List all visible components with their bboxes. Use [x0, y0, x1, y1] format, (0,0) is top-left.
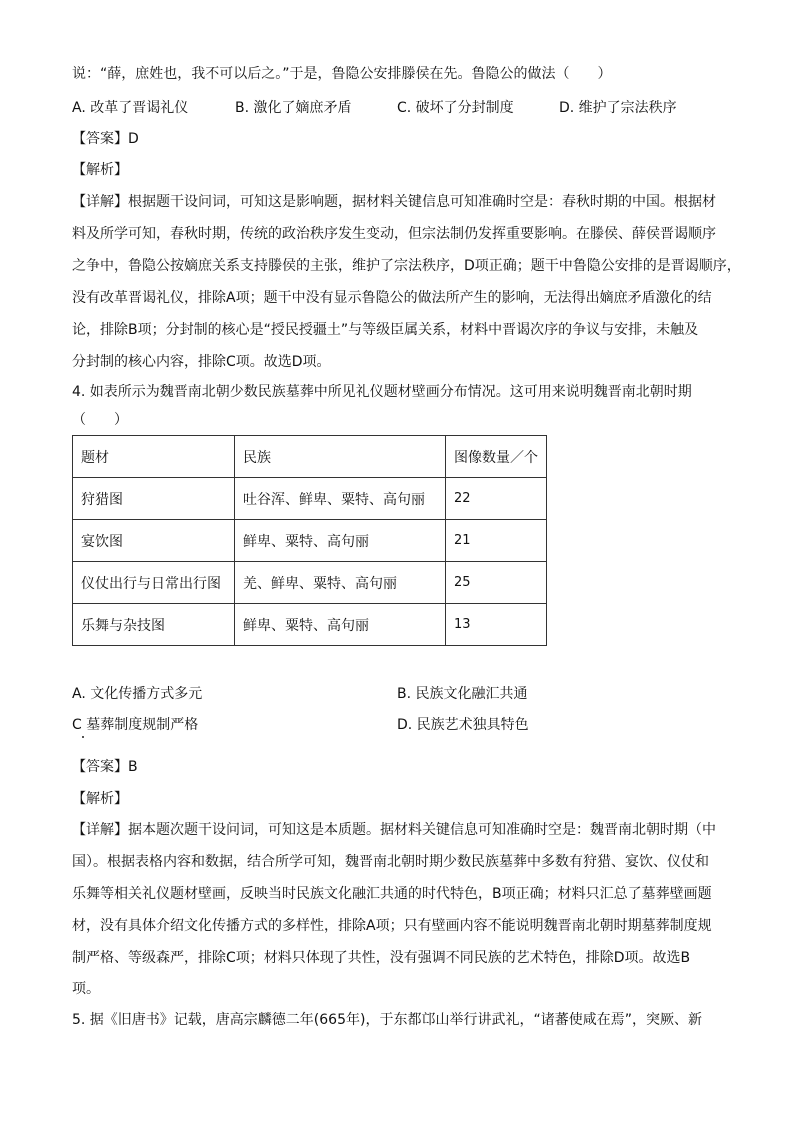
q4-detail-line-6: 项。	[72, 981, 100, 997]
q5-stem: 5. 据《旧唐书》记载，唐高宗麟德二年(665年)，于东都邙山举行讲武礼，“诸蕃使咸在焉”，突厥、新	[72, 1012, 702, 1028]
q3-detail-line-3: 之争中，鲁隐公按嫡庶关系支持滕侯的主张，维护了宗法秩序，D项正确；题干中鲁隐公安排的是晋谒顺序，	[72, 258, 741, 274]
table-cell: 25	[446, 562, 547, 604]
q4-detail-line-5: 制严格、等级森严，排除C项；材料只体现了共性，没有强调不同民族的艺术特色，排除D项。故选B	[72, 950, 691, 966]
table-row	[73, 520, 547, 562]
q3-detail-line-4: 没有改革晋谒礼仪，排除A项；题干中没有显示鲁隐公的做法所产生的影响，无法得出嫡庶矛盾激化的结	[72, 290, 712, 306]
q3-option-b: B. 激化了嫡庶矛盾	[235, 100, 352, 116]
table-header-row	[73, 436, 547, 478]
q3-option-a: A. 改革了晋谒礼仪	[72, 100, 189, 116]
table-row	[73, 562, 547, 604]
q3-option-d: D. 维护了宗法秩序	[559, 100, 677, 116]
table-cell: 羌、鲜卑、粟特、高句丽	[235, 562, 446, 604]
q4-detail-line-1: 【详解】据本题次题干设问词，可知这是本质题。据材料关键信息可知准确时空是：魏晋南北朝时期（中	[72, 822, 716, 838]
q4-option-b: B. 民族文化融汇共通	[397, 686, 528, 702]
q3-answer: 【答案】D	[72, 131, 139, 147]
table-cell: 13	[446, 604, 547, 646]
q4-detail-line-4: 材，没有具体介绍文化传播方式的多样性，排除A项；只有壁画内容不能说明魏晋南北朝时期墓葬制度规	[72, 918, 712, 934]
q4-option-d: D. 民族艺术独具特色	[397, 717, 529, 733]
table-cell: 宴饮图	[73, 520, 235, 562]
table-cell: 鲜卑、粟特、高句丽	[235, 604, 446, 646]
table-cell: 狩猎图	[73, 478, 235, 520]
table-row	[73, 478, 547, 520]
q4-stem-line-2: （ ）	[72, 412, 128, 428]
q3-detail-line-5: 论，排除B项；分封制的核心是“授民授疆土”与等级臣属关系，材料中晋谒次序的争议与安排，未触及	[72, 322, 699, 338]
q3-stem-tail: 说：“薛，庶姓也，我不可以后之。”于是，鲁隐公安排滕侯在先。鲁隐公的做法（ ）	[72, 66, 612, 82]
q4-answer: 【答案】B	[72, 759, 138, 775]
table-cell: 22	[446, 478, 547, 520]
q3-detail-line-1: 【详解】根据题干设问词，可知这是影响题，据材料关键信息可知准确时空是：春秋时期的中国。根据材	[72, 194, 716, 210]
q3-option-c: C. 破坏了分封制度	[397, 100, 514, 116]
table-cell: 21	[446, 520, 547, 562]
q4-stem-line-1: 4. 如表所示为魏晋南北朝少数民族墓葬中所见礼仪题材壁画分布情况。这可用来说明魏晋南北朝时期	[72, 384, 692, 400]
q3-detail-line-6: 分封制的核心内容，排除C项。故选D项。	[72, 354, 331, 370]
stray-mark	[82, 736, 84, 738]
table-row	[73, 604, 547, 646]
table-cell: 鲜卑、粟特、高句丽	[235, 520, 446, 562]
table-header-cell: 题材	[73, 436, 235, 478]
table-header-cell: 民族	[235, 436, 446, 478]
q4-option-c: C 墓葬制度规制严格	[72, 717, 199, 733]
table-cell: 仪仗出行与日常出行图	[73, 562, 235, 604]
q4-detail-line-3: 乐舞等相关礼仪题材壁画，反映当时民族文化融汇共通的时代特色，B项正确；材料只汇总了墓葬壁画题	[72, 886, 712, 902]
q3-detail-line-2: 料及所学可知，春秋时期，传统的政治秩序发生变动，但宗法制仍发挥重要影响。在滕侯、薛侯晋谒顺序	[72, 226, 716, 242]
q4-option-a: A. 文化传播方式多元	[72, 686, 203, 702]
q3-analysis-label: 【解析】	[72, 162, 128, 178]
table-cell: 乐舞与杂技图	[73, 604, 235, 646]
q4-detail-line-2: 国）。根据表格内容和数据，结合所学可知，魏晋南北朝时期少数民族墓葬中多数有狩猎、宴饮、仪仗和	[72, 854, 709, 870]
q4-analysis-label: 【解析】	[72, 791, 128, 807]
mural-distribution-table	[72, 435, 547, 646]
table-header-cell: 图像数量／个	[446, 436, 547, 478]
table-cell: 吐谷浑、鲜卑、粟特、高句丽	[235, 478, 446, 520]
